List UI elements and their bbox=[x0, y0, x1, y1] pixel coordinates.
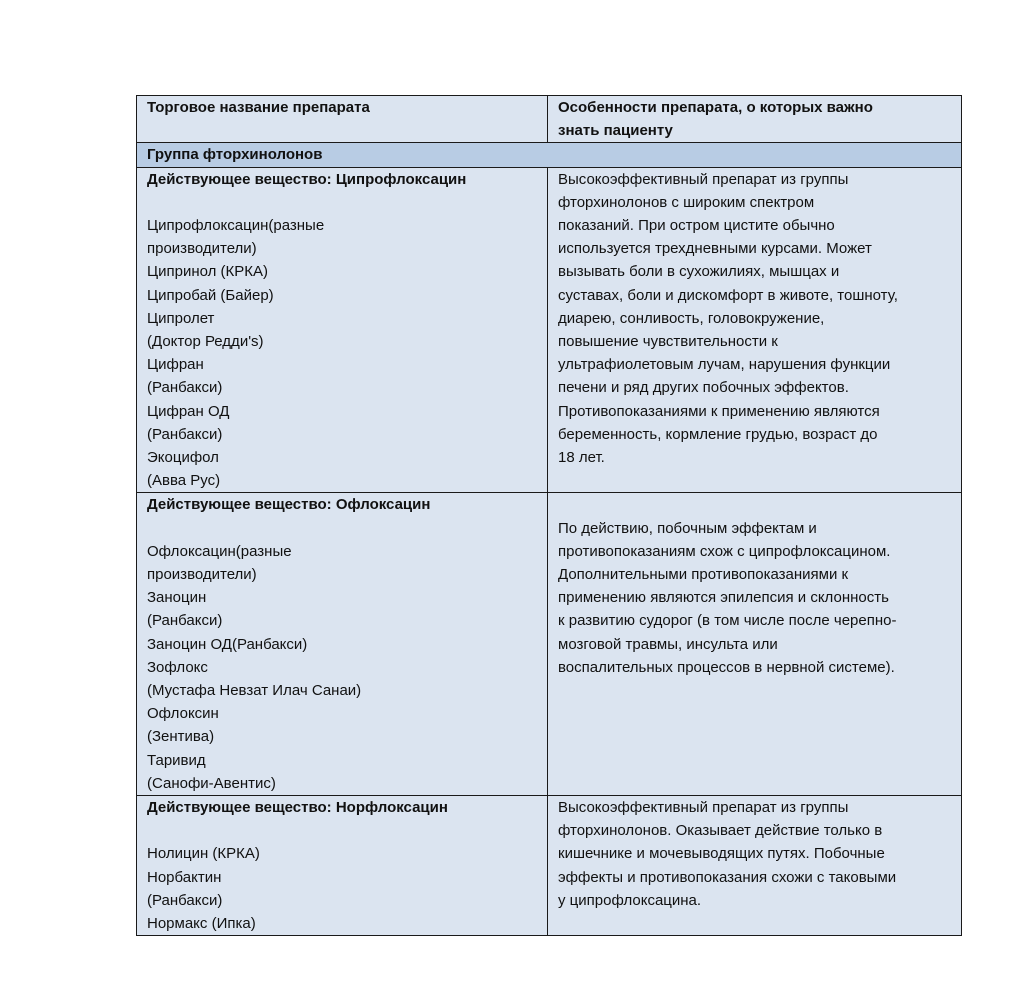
description-line: используется трехдневными курсами. Может bbox=[558, 240, 872, 258]
header-trade-name bbox=[137, 96, 548, 143]
description-line: показаний. При остром цистите обычно bbox=[558, 217, 835, 235]
trade-name-line: Зофлокс bbox=[147, 658, 208, 676]
description-line: Высокоэффективный препарат из группы bbox=[558, 170, 849, 188]
line-spacer bbox=[147, 819, 539, 842]
description-line: кишечнике и мочевыводящих путях. Побочные bbox=[558, 845, 885, 863]
description-line: воспалительных процессов в нервной системе). bbox=[558, 658, 895, 676]
trade-name-line: Таривид bbox=[147, 751, 206, 769]
trade-name-line: (Ранбакси) bbox=[147, 425, 223, 443]
trade-names-cell bbox=[137, 796, 548, 936]
trade-name-line: Ципролет bbox=[147, 309, 215, 327]
trade-names-cell bbox=[137, 167, 548, 493]
trade-name-line: производители) bbox=[147, 566, 257, 584]
description-line: печени и ряд других побочных эффектов. bbox=[558, 379, 849, 397]
description-line: мозговой травмы, инсульта или bbox=[558, 635, 778, 653]
description-line: ультрафиолетовым лучам, нарушения функции bbox=[558, 356, 891, 374]
trade-name-line: (Мустафа Невзат Илач Санаи) bbox=[147, 682, 362, 700]
trade-name-line: производители) bbox=[147, 240, 257, 258]
trade-name-line: Заноцин ОД(Ранбакси) bbox=[147, 635, 308, 653]
description-line: Высокоэффективный препарат из группы bbox=[558, 799, 849, 817]
trade-name-line: Офлоксацин(разные bbox=[147, 542, 292, 560]
group-row bbox=[137, 143, 962, 167]
active-substance-label: Действующее вещество: Ципрофлоксацин bbox=[147, 170, 467, 188]
trade-name-line: (Ранбакси) bbox=[147, 612, 223, 630]
header-features bbox=[548, 96, 962, 143]
line-spacer bbox=[147, 191, 539, 214]
description-line: 18 лет. bbox=[558, 449, 605, 467]
description-line: фторхинолонов с широким спектром bbox=[558, 193, 815, 211]
trade-name-line: (Санофи-Авентис) bbox=[147, 774, 276, 792]
description-line: противопоказаниям схож с ципрофлоксацином. bbox=[558, 542, 891, 560]
trade-name-line: Офлоксин bbox=[147, 705, 219, 723]
drug-table bbox=[136, 95, 962, 936]
trade-name-line: Ципробай (Байер) bbox=[147, 286, 274, 304]
description-line: По действию, побочным эффектам и bbox=[558, 519, 817, 537]
header-features-line: знать пациенту bbox=[558, 122, 673, 140]
description-line: у ципрофлоксацина. bbox=[558, 891, 702, 909]
trade-name-line: Заноцин bbox=[147, 589, 207, 607]
trade-name-line: Ципрофлоксацин(разные bbox=[147, 217, 325, 234]
description-line: беременность, кормление грудью, возраст до bbox=[558, 425, 878, 443]
description-line: суставах, боли и дискомфорт в животе, тошноту, bbox=[558, 286, 898, 304]
description-line: диарею, сонливость, головокружение, bbox=[558, 309, 825, 327]
line-spacer bbox=[147, 517, 539, 540]
drug-row bbox=[137, 796, 962, 936]
trade-name-line: (Ранбакси) bbox=[147, 891, 223, 909]
description-line: эффекты и противопоказания схожи с таковыми bbox=[558, 868, 897, 886]
header-features-line: Особенности препарата, о которых важно bbox=[558, 99, 873, 116]
trade-name-line: Ципринол (КРКА) bbox=[147, 263, 269, 281]
active-substance-label: Действующее вещество: Норфлоксацин bbox=[147, 799, 448, 817]
trade-name-line: Цифран ОД bbox=[147, 402, 230, 420]
description-line: повышение чувствительности к bbox=[558, 333, 778, 351]
group-title-text: Группа фторхинолонов bbox=[147, 146, 323, 164]
description-line: Противопоказаниями к применению являются bbox=[558, 402, 880, 420]
description-cell bbox=[548, 493, 962, 796]
description-line: вызывать боли в сухожилиях, мышцах и bbox=[558, 263, 840, 281]
header-trade-name-text: Торговое название препарата bbox=[147, 99, 370, 116]
trade-name-line: (Доктор Редди's) bbox=[147, 333, 264, 351]
active-substance-label: Действующее вещество: Офлоксацин bbox=[147, 496, 431, 514]
description-line: применению являются эпилепсия и склонность bbox=[558, 589, 889, 607]
table-body bbox=[137, 96, 962, 936]
description-line: к развитию судорог (в том числе после черепно- bbox=[558, 612, 897, 630]
trade-name-line: Нормакс (Ипка) bbox=[147, 915, 256, 933]
trade-name-line: Цифран bbox=[147, 356, 204, 374]
trade-name-line: (Ранбакси) bbox=[147, 379, 223, 397]
trade-name-line: (Авва Рус) bbox=[147, 472, 221, 490]
header-row bbox=[137, 96, 962, 143]
trade-name-line: (Зентива) bbox=[147, 728, 215, 746]
group-title bbox=[137, 143, 962, 167]
trade-names-cell bbox=[137, 493, 548, 796]
trade-name-line: Нолицин (КРКА) bbox=[147, 845, 260, 863]
drug-row bbox=[137, 493, 962, 796]
description-cell bbox=[548, 167, 962, 493]
trade-name-line: Норбактин bbox=[147, 868, 222, 886]
description-cell bbox=[548, 796, 962, 936]
description-line: Дополнительными противопоказаниями к bbox=[558, 566, 849, 584]
drug-row bbox=[137, 167, 962, 493]
description-line: фторхинолонов. Оказывает действие только в bbox=[558, 822, 883, 840]
trade-name-line: Экоцифол bbox=[147, 449, 219, 467]
